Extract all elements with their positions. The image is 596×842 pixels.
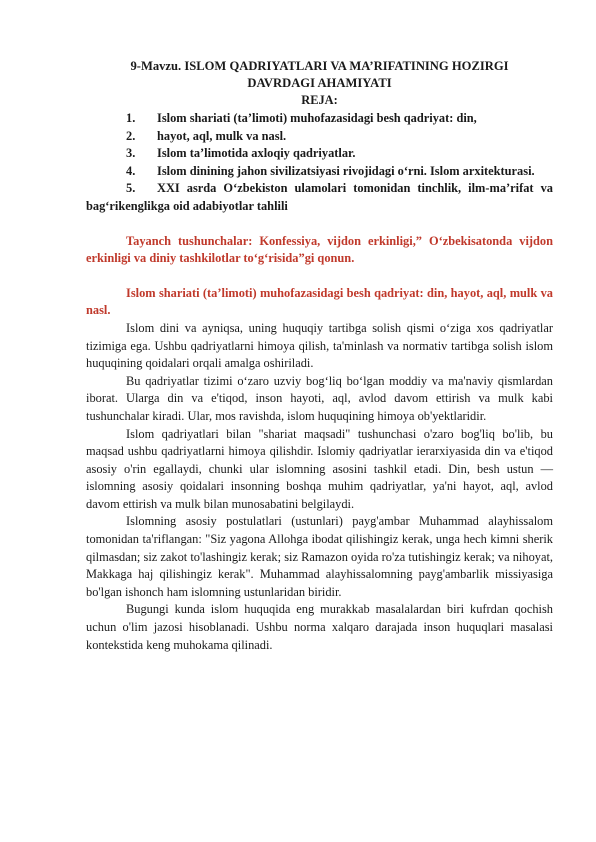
spacer	[86, 216, 553, 233]
paragraph-1: Islom dini va ayniqsa, uning huquqiy tartibga solish qismi o‘ziga xos qadriyatlar tizimiga ega. Ushbu qadriyatlarni himoya qilish, ta'minlash va normativ tartibga solish islom huquqining qoidalari orqali amalga oshiriladi.	[86, 320, 553, 371]
paragraph-3: Islom qadriyatlari bilan "shariat maqsadi" tushunchasi o'zaro bog'liq bo'lib, bu maqsad ushbu qadriyatlarni himoya qilishdir. Islomiy qadriyatlar ierarxiyasida din va e'tiqod asosiy o'rin egallaydi, chunki ular islomning asosini tashkil etadi. Din, besh ustun — islomning asosiy qoidalari insonning boshqa muhim qadriyatlar, ya'ni hayot, aql, avlod davom ettirish va mulk bilan munosabatini belgilaydi.	[86, 426, 553, 511]
plan-item-text: Islom ta’limotida axloqiy qadriyatlar.	[157, 146, 356, 161]
document-body	[86, 58, 553, 654]
paragraph-4: Islomning asosiy postulatlari (ustunlari) payg'ambar Muhammad alayhissalom tomonidan ta'riflangan: "Siz yagona Allohga ibodat qilishingiz kerak, unga hech kimni sherik qilmasdan; siz zakot to'lashingiz kerak; siz Ramazon oyida ro'za tutishingiz kerak; va nihoyat, Makkaga haj qilishingiz kerak". Muhammad alayhissalomning payg'ambarlik missiyasiga bo'lgan ishonch ham islomning ustunlaridan biridir.	[86, 514, 553, 599]
spacer	[86, 268, 553, 285]
plan-item-3	[86, 145, 553, 163]
plan-item-1	[86, 110, 553, 128]
key-concepts: Tayanch tushunchalar: Konfessiya, vijdon erkinligi,” O‘zbekisatonda vijdon erkinligi va diniy tashkilotlar to‘g‘risida”gi qonun.	[86, 233, 553, 266]
title-line-1: 9-Mavzu. ISLOM QADRIYATLARI VA MA’RIFATINING HOZIRGI	[130, 59, 509, 73]
plan-item-text: XXI asrda O‘zbekiston ulamolari tomonidan tinchlik, ilm-ma’rifat va bag‘rikenglikga oid adabiyotlar tahlili	[86, 181, 553, 213]
plan-heading: REJA:	[301, 93, 338, 108]
plan-item-5	[86, 180, 553, 215]
paragraph-5: Bugungi kunda islom huquqida eng murakkab masalalardan biri kufrdan qochish uchun o'lim jazosi hisoblanadi. Ushbu norma xalqaro darajada inson huquqlari masalasi kontekstida keng muhokama qilinadi.	[86, 602, 553, 652]
plan-item-number: 2.	[126, 128, 136, 143]
plan-item-text: Islom dinining jahon sivilizatsiyasi rivojidagi o‘rni. Islom arxitekturasi.	[157, 163, 535, 178]
plan-item-number: 4.	[126, 163, 136, 178]
section-heading: Islom shariati (ta’limoti) muhofazasidagi besh qadriyat: din, hayot, aql, mulk va nasl.	[86, 285, 553, 318]
plan-item-number: 3.	[126, 146, 136, 161]
plan-item-number: 5.	[126, 181, 136, 196]
plan-item-text: hayot, aql, mulk va nasl.	[157, 128, 287, 143]
plan-item-2	[86, 128, 553, 146]
plan-item-text: Islom shariati (ta’limoti) muhofazasidagi besh qadriyat: din,	[157, 111, 477, 125]
paragraph-2: Bu qadriyatlar tizimi o‘zaro uzviy bog‘liq bo‘lgan moddiy va ma'naviy qismlardan iborat. Ularga din va e'tiqod, inson hayoti, aql, avlod davom ettirish va mulk kabi tushunchalar kiradi. Ular, mos ravishda, islom huquqining himoya ob'yektlaridir.	[86, 373, 553, 423]
plan-item-number: 1.	[126, 111, 136, 125]
plan-item-4	[86, 163, 553, 181]
title-line-2: DAVRDAGI AHAMIYATI	[247, 76, 392, 91]
document-title	[86, 58, 553, 92]
